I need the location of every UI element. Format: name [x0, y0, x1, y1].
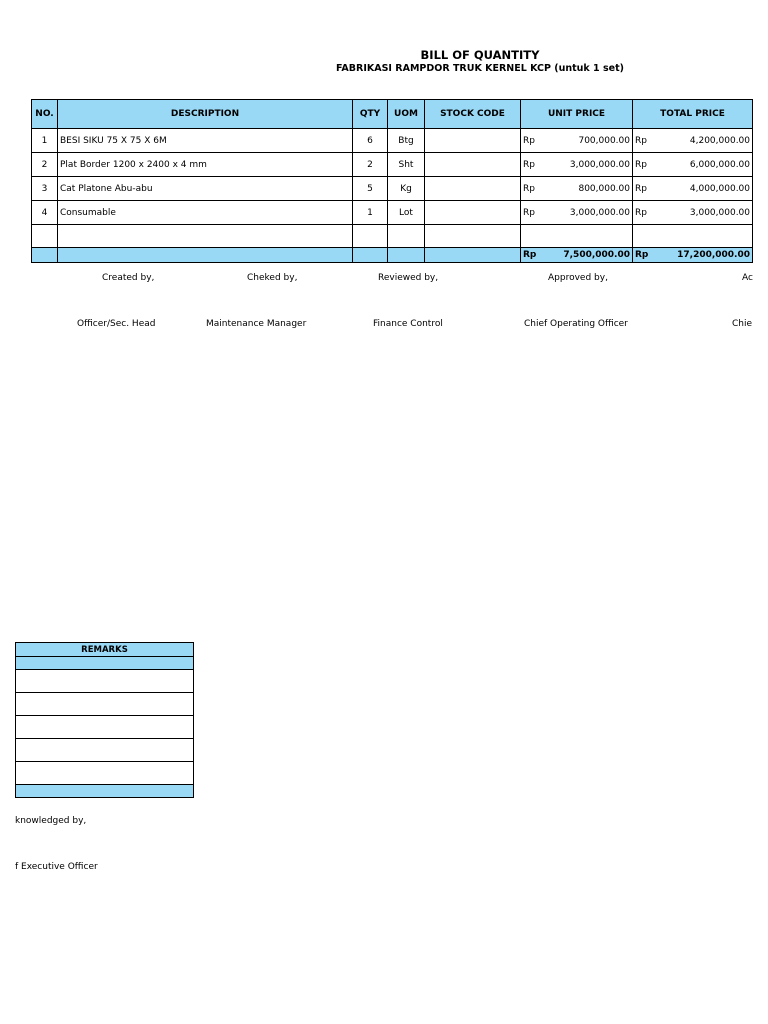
created-role: Officer/Sec. Head	[77, 319, 156, 329]
acknowledged-by-continuation: knowledged by,	[15, 816, 87, 826]
header-unit-price: UNIT PRICE	[521, 100, 633, 129]
row-description: BESI SIKU 75 X 75 X 6M	[58, 129, 353, 153]
row-total-price: 3,000,000.00	[653, 201, 753, 225]
header-no: NO.	[32, 100, 58, 129]
table-row	[32, 177, 753, 201]
row-stock-code	[425, 201, 521, 225]
remarks-band	[16, 785, 194, 798]
row-unit-price: 3,000,000.00	[541, 201, 633, 225]
total-unit-currency: Rp	[521, 248, 541, 263]
row-total-currency: Rp	[633, 201, 653, 225]
row-stock-code	[425, 177, 521, 201]
row-unit-price: 700,000.00	[541, 129, 633, 153]
row-stock-code	[425, 153, 521, 177]
total-unit-price: 7,500,000.00	[541, 248, 633, 263]
table-row	[32, 153, 753, 177]
reviewed-role: Finance Control	[373, 319, 443, 329]
row-unit-currency: Rp	[521, 201, 541, 225]
row-total-price: 4,200,000.00	[653, 129, 753, 153]
remarks-header: REMARKS	[16, 643, 194, 657]
remarks-line	[16, 693, 194, 716]
row-qty: 2	[353, 153, 388, 177]
header-description: DESCRIPTION	[58, 100, 353, 129]
acknowledged-role-continuation: f Executive Officer	[15, 862, 98, 872]
acknowledged-by-label-fragment: Ac	[742, 273, 753, 283]
header-qty: QTY	[353, 100, 388, 129]
table-row	[32, 129, 753, 153]
row-unit-currency: Rp	[521, 177, 541, 201]
row-no: 2	[32, 153, 58, 177]
remarks-band	[16, 657, 194, 670]
row-qty: 5	[353, 177, 388, 201]
acknowledged-role-fragment: Chie	[732, 319, 753, 329]
row-total-currency: Rp	[633, 153, 653, 177]
total-total-currency: Rp	[633, 248, 653, 263]
remarks-table	[15, 642, 194, 798]
row-no: 4	[32, 201, 58, 225]
remarks-line	[16, 670, 194, 693]
row-stock-code	[425, 129, 521, 153]
row-total-price: 6,000,000.00	[653, 153, 753, 177]
row-unit-currency: Rp	[521, 129, 541, 153]
row-unit-currency: Rp	[521, 153, 541, 177]
approved-role: Chief Operating Officer	[524, 319, 628, 329]
checked-role: Maintenance Manager	[206, 319, 307, 329]
row-uom: Kg	[388, 177, 425, 201]
row-total-currency: Rp	[633, 177, 653, 201]
row-uom: Lot	[388, 201, 425, 225]
table-row	[32, 201, 753, 225]
boq-table	[31, 99, 753, 263]
row-description: Cat Platone Abu-abu	[58, 177, 353, 201]
document-title: BILL OF QUANTITY	[420, 48, 540, 62]
row-qty: 1	[353, 201, 388, 225]
row-total-currency: Rp	[633, 129, 653, 153]
created-by-label: Created by,	[102, 273, 155, 283]
table-header-row	[32, 100, 753, 129]
row-no: 3	[32, 177, 58, 201]
table-total-row	[32, 248, 753, 263]
total-total-price: 17,200,000.00	[653, 248, 753, 263]
row-description: Consumable	[58, 201, 353, 225]
row-uom: Btg	[388, 129, 425, 153]
row-total-price: 4,000,000.00	[653, 177, 753, 201]
header-uom: UOM	[388, 100, 425, 129]
reviewed-by-label: Reviewed by,	[378, 273, 439, 283]
row-description: Plat Border 1200 x 2400 x 4 mm	[58, 153, 353, 177]
remarks-line	[16, 716, 194, 739]
document-subtitle: FABRIKASI RAMPDOR TRUK KERNEL KCP (untuk 1 set)	[336, 63, 624, 74]
row-uom: Sht	[388, 153, 425, 177]
row-no: 1	[32, 129, 58, 153]
approved-by-label: Approved by,	[548, 273, 608, 283]
remarks-line	[16, 762, 194, 785]
header-stock-code: STOCK CODE	[425, 100, 521, 129]
checked-by-label: Cheked by,	[247, 273, 298, 283]
row-qty: 6	[353, 129, 388, 153]
remarks-line	[16, 739, 194, 762]
row-unit-price: 800,000.00	[541, 177, 633, 201]
header-total-price: TOTAL PRICE	[633, 100, 753, 129]
table-row-empty	[32, 225, 753, 248]
row-unit-price: 3,000,000.00	[541, 153, 633, 177]
